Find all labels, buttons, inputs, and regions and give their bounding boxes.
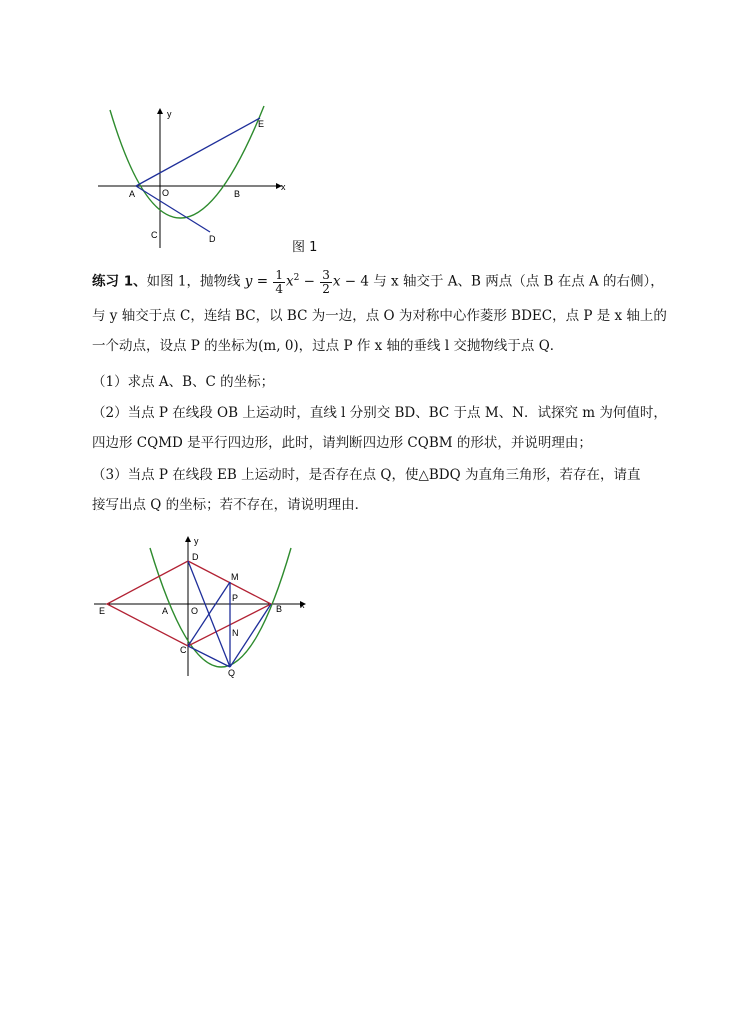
label-D: D bbox=[209, 234, 216, 244]
frac2-denominator: 2 bbox=[322, 281, 330, 296]
problem-label: 练习 1、 bbox=[92, 273, 147, 290]
y-axis-arrow bbox=[185, 536, 191, 542]
label-B: B bbox=[276, 604, 283, 614]
question-3-line-2: 接写出点 Q 的坐标；若不存在，请说明理由． bbox=[92, 497, 369, 513]
eq-y: y bbox=[244, 273, 253, 290]
question-3-line-1: （3）当点 P 在线段 EB 上运动时，是否存在点 Q，使△BDQ 为直角三角形，若存在，请直 bbox=[92, 467, 641, 483]
figure-1-diagram bbox=[90, 100, 290, 250]
problem-line-1 bbox=[92, 267, 664, 296]
label-x: x bbox=[281, 182, 286, 192]
question-1: （1）求点 A、B、C 的坐标； bbox=[92, 374, 275, 390]
label-O: O bbox=[191, 606, 199, 616]
eq-x2: x bbox=[285, 273, 294, 290]
figure-1 bbox=[90, 100, 290, 250]
problem-line-3: 一个动点，设点 P 的坐标为(m, 0)，过点 P 作 x 轴的垂线 l 交抛物线于点 Q． bbox=[92, 338, 564, 354]
label-C: C bbox=[180, 645, 187, 655]
problem-line-1-rest: 与 x 轴交于 A、B 两点（点 B 在点 A 的右侧）， bbox=[368, 273, 664, 290]
figure-1-caption: 图 1 bbox=[292, 240, 318, 255]
frac2-numerator: 3 bbox=[322, 267, 330, 282]
label-N: N bbox=[232, 628, 239, 638]
problem-line-2: 与 y 轴交于点 C，连结 BC，以 BC 为一边，点 O 为对称中心作菱形 BDEC，点 P 是 x 轴上的 bbox=[92, 308, 667, 324]
parabola-curve bbox=[110, 106, 264, 218]
frac1-numerator: 1 bbox=[275, 267, 283, 282]
label-E: E bbox=[258, 119, 265, 129]
label-y: y bbox=[194, 536, 199, 546]
label-A: A bbox=[162, 606, 169, 616]
question-2-line-1: （2）当点 P 在线段 OB 上运动时，直线 l 分别交 BD、BC 于点 M、N．试探究 m 为何值时， bbox=[92, 405, 667, 421]
label-D: D bbox=[192, 552, 199, 562]
label-O: O bbox=[162, 188, 170, 198]
parabola-curve bbox=[150, 548, 291, 667]
label-C: C bbox=[151, 230, 158, 240]
eq-minus: − bbox=[299, 273, 320, 290]
eq-tail: − 4 bbox=[340, 273, 369, 290]
label-M: M bbox=[231, 572, 239, 582]
question-2-line-2: 四边形 CQMD 是平行四边形，此时，请判断四边形 CQBM 的形状，并说明理由； bbox=[92, 435, 592, 451]
label-B: B bbox=[234, 189, 241, 199]
problem-intro: 如图 1，抛物线 bbox=[146, 273, 245, 290]
eq-equals: = bbox=[252, 273, 273, 290]
label-x: x bbox=[300, 600, 305, 610]
label-Q: Q bbox=[228, 668, 236, 678]
fraction-three-halves bbox=[320, 269, 332, 296]
eq-x: x bbox=[332, 273, 341, 290]
figure-2 bbox=[90, 536, 312, 678]
fraction-one-quarter bbox=[273, 269, 285, 296]
line-AE bbox=[136, 118, 260, 186]
figure-2-diagram bbox=[90, 536, 312, 678]
y-axis-arrow bbox=[157, 108, 163, 114]
label-A: A bbox=[129, 189, 136, 199]
label-P: P bbox=[232, 593, 239, 603]
line-AD bbox=[136, 186, 210, 232]
label-E: E bbox=[99, 606, 106, 616]
frac1-denominator: 4 bbox=[275, 281, 283, 296]
label-y: y bbox=[167, 109, 172, 119]
eq-exponent: 2 bbox=[293, 273, 300, 283]
